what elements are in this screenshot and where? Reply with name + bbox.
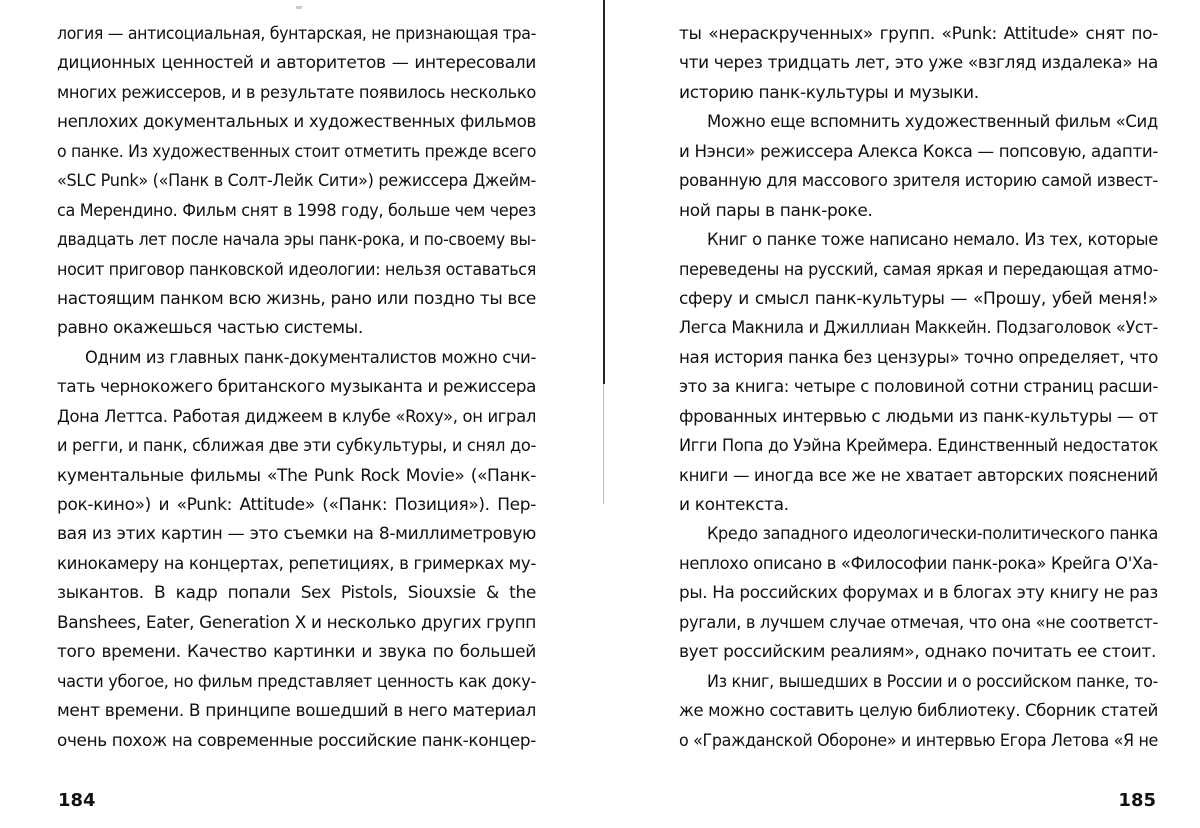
text-line: переведены на русский, самая яркая и передающая атмо- xyxy=(679,259,1158,280)
text-line: диционных ценностей и авторитетов — интересовали xyxy=(57,53,536,74)
text-line: Игги Попа до Уэйна Креймера. Единственный недостаток xyxy=(679,436,1158,457)
text-line: книги — иногда все же не хватает авторских пояснений xyxy=(679,465,1158,486)
paragraph-start-line: Кредо западного идеологически-политического панка xyxy=(707,524,1158,545)
text-line: и регги, и панк, сближая две эти субкультуры, и снял до- xyxy=(57,436,536,457)
left-page-number: 184 xyxy=(58,790,96,811)
text-line: сферу и смысл панк-культуры — «Прошу, убей меня!» xyxy=(679,288,1158,309)
text-line: многих режиссеров, и в результате появилось несколько xyxy=(57,82,536,103)
text-line: рованную для массового зрителя историю самой извест- xyxy=(679,171,1158,192)
text-line: неплохих документальных и художественных фильмов xyxy=(57,112,536,133)
text-line: и контекста. xyxy=(679,495,789,515)
text-line: тать чернокожего британского музыканта и режиссера xyxy=(57,377,536,398)
text-line: са Мерендино. Фильм снят в 1998 году, больше чем через xyxy=(57,200,536,221)
right-page-number: 185 xyxy=(1118,790,1156,811)
text-line: вая из этих картин — это съемки на 8-миллиметровую xyxy=(57,524,536,545)
text-line: Дона Леттса. Работая диджеем в клубе «Roxy», он играл xyxy=(57,406,536,427)
text-line: носит приговор панковской идеологии: нельзя оставаться xyxy=(57,259,536,280)
text-line: о панке. Из художественных стоит отметить прежде всего xyxy=(57,141,536,162)
right-page xyxy=(600,0,1200,828)
paragraph-start-line: Можно еще вспомнить художественный фильм «Сид xyxy=(707,112,1158,133)
text-line: двадцать лет после начала эры панк-рока, и по-своему вы- xyxy=(57,230,536,251)
text-line: и Нэнси» режиссера Алекса Кокса — попсовую, адапти- xyxy=(679,141,1158,162)
text-line: кинокамеру на концертах, репетициях, в гримерках му- xyxy=(57,553,536,574)
text-line: фрованных интервью с людьми из панк-культуры — от xyxy=(679,406,1158,427)
text-line: ной пары в панк-роке. xyxy=(679,200,873,221)
text-line: равно окажешься частью системы. xyxy=(57,318,363,339)
text-line: ная история панка без цензуры» точно определяет, что xyxy=(679,347,1158,368)
text-line: части убогое, но фильм представляет ценность как доку- xyxy=(57,671,536,692)
text-line: Легса Макнила и Джиллиан Маккейн. Подзаголовок «Уст- xyxy=(679,318,1158,339)
text-line: ты «нераскрученных» групп. «Punk: Attitude» снят по- xyxy=(679,24,1158,44)
text-line: ры. На российских форумах и в блогах эту книгу не раз xyxy=(679,583,1158,604)
top-margin-mark xyxy=(296,6,302,9)
text-line: вует российским реалиям», однако почитать ее стоит. xyxy=(679,642,1157,663)
paragraph-start-line: Одним из главных панк-документалистов можно счи- xyxy=(85,347,536,368)
text-line: историю панк-культуры и музыки. xyxy=(679,82,979,103)
right-page-text xyxy=(679,20,1158,756)
text-line: того времени. Качество картинки и звука по большей xyxy=(57,642,536,663)
text-line: Banshees, Eater, Generation X и несколько других групп xyxy=(57,612,536,633)
text-line: мент времени. В принципе вошедший в него материал xyxy=(57,701,536,722)
text-line: ругали, в лучшем случае отмечая, что она «не соответст- xyxy=(679,612,1158,633)
text-line: рок-кино») и «Punk: Attitude» («Панк: Позиция»). Пер- xyxy=(57,495,536,515)
text-line: неплохо описано в «Философии панк-рока» Крейга О'Ха- xyxy=(679,553,1158,574)
text-line: логия — антисоциальная, бунтарская, не признающая тра- xyxy=(57,24,536,44)
left-page-text xyxy=(57,20,536,756)
text-line: о «Гражданской Обороне» и интервью Егора Летова «Я не xyxy=(679,730,1158,751)
text-line: «SLC Punk» («Панк в Солт-Лейк Сити») режиссера Джейм- xyxy=(57,171,536,192)
text-line: зыкантов. В кадр попали Sex Pistols, Siouxsie & the xyxy=(57,583,536,604)
text-line: же можно составить целую библиотеку. Сборник статей xyxy=(679,701,1158,722)
paragraph-start-line: Из книг, вышедших в России и о российском панке, то- xyxy=(707,671,1158,692)
text-line: кументальные фильмы «The Punk Rock Movie» («Панк- xyxy=(57,465,536,486)
paragraph-start-line: Книг о панке тоже написано немало. Из тех, которые xyxy=(707,230,1158,251)
text-line: это за книга: четыре с половиной сотни страниц расши- xyxy=(679,377,1158,398)
text-line: настоящим панком всю жизнь, рано или поздно ты все xyxy=(57,288,536,309)
text-line: очень похож на современные российские панк-концер- xyxy=(57,730,536,751)
text-line: чти через тридцать лет, это уже «взгляд издалека» на xyxy=(679,53,1158,74)
